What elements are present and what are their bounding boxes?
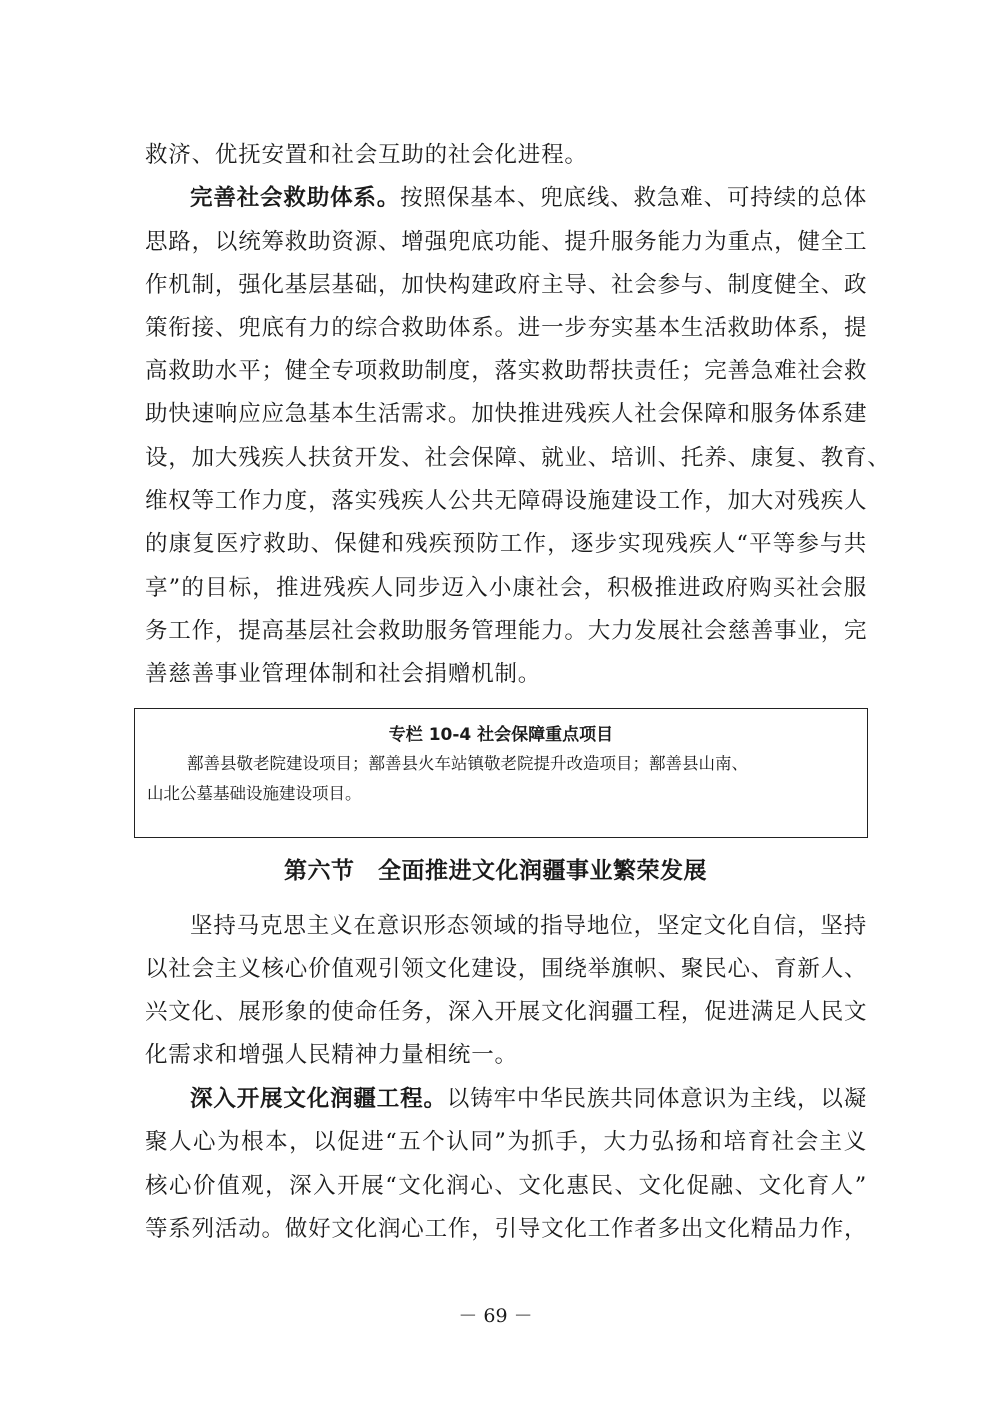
paragraph-line: 核心价值观，深入开展“文化润心、文化惠民、文化促融、文化育人” xyxy=(145,1173,867,1199)
line-text: 按照保基本、兜底线、救急难、可持续的总体 xyxy=(400,185,867,211)
paragraph-line: 的康复医疗救助、保健和残疾预防工作，逐步实现残疾人“平等参与共 xyxy=(145,531,867,557)
bold-lead: 完善社会救助体系。 xyxy=(190,185,401,211)
paragraph-line: 设，加大残疾人扶贫开发、社会保障、就业、培训、托养、康复、教育、 xyxy=(145,445,891,471)
paragraph-line: 务工作，提高基层社会救助服务管理能力。大力发展社会慈善事业，完 xyxy=(145,618,868,644)
paragraph-line: 维权等工作力度，落实残疾人公共无障碍设施建设工作，加大对残疾人 xyxy=(145,488,868,514)
paragraph-line: 聚人心为根本，以促进“五个认同”为抓手，大力弘扬和培育社会主义 xyxy=(145,1129,867,1155)
box-title: 专栏 10-4 社会保障重点项目 xyxy=(388,725,614,745)
paragraph-line: 思路，以统筹救助资源、增强兜底功能、提升服务能力为重点，健全工 xyxy=(145,229,868,255)
bold-lead: 深入开展文化润疆工程。 xyxy=(190,1086,447,1112)
paragraph-line: 作机制，强化基层基础，加快构建政府主导、社会参与、制度健全、政 xyxy=(145,272,868,298)
paragraph-line: 等系列活动。做好文化润心工作，引导文化工作者多出文化精品力作， xyxy=(145,1216,868,1242)
page-number: － 69 － xyxy=(458,1305,533,1327)
feature-box xyxy=(134,708,868,838)
line-text: 以铸牢中华民族共同体意识为主线，以凝 xyxy=(446,1086,867,1112)
paragraph-line xyxy=(190,1088,867,1111)
paragraph-line: 享”的目标，推进残疾人同步迈入小康社会，积极推进政府购买社会服 xyxy=(145,575,867,601)
paragraph-line: 化需求和增强人民精神力量相统一。 xyxy=(145,1042,518,1068)
paragraph-line: 以社会主义核心价值观引领文化建设，围绕举旗帜、聚民心、育新人、 xyxy=(145,956,868,982)
paragraph-line: 兴文化、展形象的使命任务，深入开展文化润疆工程，促进满足人民文 xyxy=(145,999,868,1025)
paragraph-line: 坚持马克思主义在意识形态领域的指导地位，坚定文化自信，坚持 xyxy=(190,913,867,939)
paragraph-line: 策衔接、兜底有力的综合救助体系。进一步夯实基本生活救助体系，提 xyxy=(145,315,868,341)
paragraph-line: 救济、优抚安置和社会互助的社会化进程。 xyxy=(145,142,588,168)
paragraph-line: 高救助水平；健全专项救助制度，落实救助帮扶责任；完善急难社会救 xyxy=(145,358,868,384)
paragraph-line: 助快速响应应急基本生活需求。加快推进残疾人社会保障和服务体系建 xyxy=(145,401,868,427)
paragraph-line: 善慈善事业管理体制和社会捐赠机制。 xyxy=(145,661,542,687)
box-text-line: 鄯善县敬老院建设项目；鄯善县火车站镇敬老院提升改造项目；鄯善县山南、 xyxy=(187,754,748,773)
box-text-line: 山北公墓基础设施建设项目。 xyxy=(147,784,362,803)
section-heading: 第六节 全面推进文化润疆事业繁荣发展 xyxy=(284,858,707,884)
paragraph-line xyxy=(190,187,867,210)
